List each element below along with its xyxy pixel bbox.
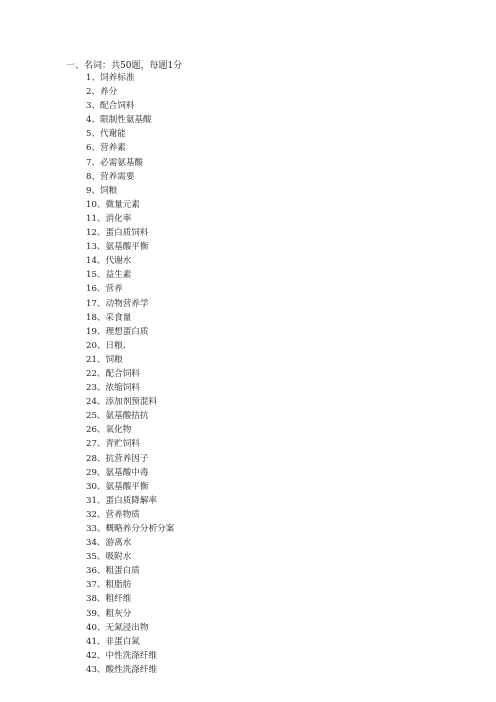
term-item: 7、必需氨基酸 xyxy=(86,157,144,168)
term-item: 32、营养物质 xyxy=(86,509,140,520)
term-item: 8、营养需要 xyxy=(86,171,135,182)
term-item: 18、采食量 xyxy=(86,312,132,323)
term-item: 11、消化率 xyxy=(86,213,132,224)
term-item: 23、浓缩饲料 xyxy=(86,383,140,394)
section-heading: 一、名词：共50题，每题1分 xyxy=(66,61,183,71)
term-item: 17、动物营养学 xyxy=(86,298,149,309)
term-item: 31、蛋白质降解率 xyxy=(86,495,158,506)
term-item: 16、营养 xyxy=(86,284,123,295)
term-item: 3、配合饲料 xyxy=(86,101,135,112)
term-item: 10、微量元素 xyxy=(86,199,140,210)
term-item: 9、饲粮 xyxy=(86,185,118,196)
term-item: 14、代谢水 xyxy=(86,256,132,267)
term-item: 4、限制性氨基酸 xyxy=(86,115,152,126)
term-item: 34、游离水 xyxy=(86,538,132,549)
term-item: 36、粗蛋白质 xyxy=(86,566,140,577)
term-item: 22、配合饲料 xyxy=(86,368,140,379)
term-item: 41、非蛋白氮 xyxy=(86,636,140,647)
term-item: 25、氨基酸拮抗 xyxy=(86,411,149,422)
term-item: 26、氧化物 xyxy=(86,425,132,436)
term-item: 13、氨基酸平衡 xyxy=(86,242,149,253)
term-item: 27、青贮饲料 xyxy=(86,439,140,450)
term-item: 6、营养素 xyxy=(86,143,126,154)
term-item: 42、中性洗涤纤维 xyxy=(86,650,158,661)
term-item: 30、氨基酸平衡 xyxy=(86,481,149,492)
term-item: 29、氨基酸中毒 xyxy=(86,467,149,478)
term-item: 24、添加剂预混料 xyxy=(86,397,158,408)
term-item: 1、饲养标准 xyxy=(86,73,135,83)
term-item: 40、无氮浸出物 xyxy=(86,622,149,633)
term-item: 21、饲粮 xyxy=(86,354,123,365)
term-item: 20、日粮、 xyxy=(86,340,132,351)
term-item: 5、代谢能 xyxy=(86,129,126,140)
term-item: 2、养分 xyxy=(86,87,118,98)
term-list xyxy=(86,71,174,677)
term-item: 19、理想蛋白质 xyxy=(86,326,149,337)
term-item: 43、酸性洗涤纤维 xyxy=(86,664,158,675)
term-item: 35、吸附水 xyxy=(86,552,132,563)
term-item: 39、粗灰分 xyxy=(86,608,132,619)
term-item: 37、粗脂肪 xyxy=(86,580,132,591)
term-item: 28、抗营养因子 xyxy=(86,453,149,464)
term-item: 38、粗纤维 xyxy=(86,594,132,605)
term-item: 15、益生素 xyxy=(86,270,132,281)
term-item: 33、概略养分分析分案 xyxy=(86,524,175,534)
term-item: 12、蛋白质饲料 xyxy=(86,228,149,239)
